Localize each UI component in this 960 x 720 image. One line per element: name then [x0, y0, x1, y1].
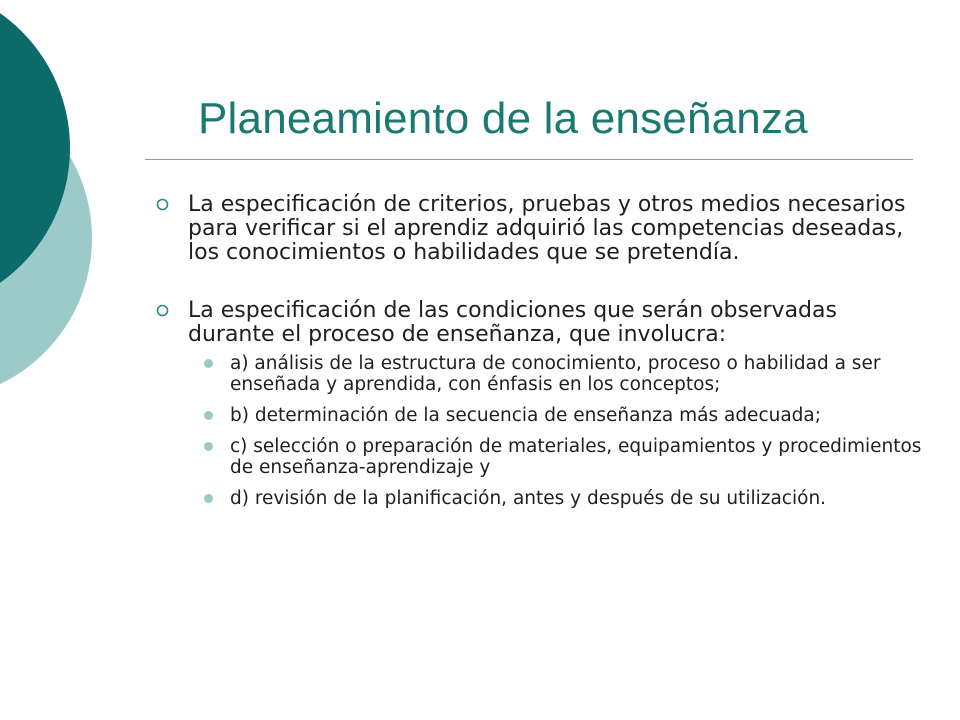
sub-bullet-a — [188, 353, 925, 395]
sub-bullet-a-text: a) análisis de la estructura de conocimiento, proceso o habilidad a ser enseñada y aprendida, con énfasis en los conceptos; — [230, 353, 881, 395]
sub-bullet-c — [188, 436, 925, 478]
circle-ring-bullet-icon — [156, 198, 169, 211]
bullet-point-1 — [150, 193, 925, 265]
dot-bullet-icon — [204, 411, 213, 420]
dot-bullet-icon — [204, 494, 213, 503]
slide-title: Planeamiento de la enseñanza — [198, 94, 808, 143]
sub-bullet-b — [188, 405, 925, 426]
bullet-point-1-text: La especificación de criterios, pruebas y otros medios necesarios para verificar si el aprendiz adquirió las competencias deseadas, los conocimientos o habilidades que se pretendía. — [188, 192, 906, 265]
dot-bullet-icon — [204, 442, 213, 451]
dot-bullet-icon — [204, 359, 213, 368]
sub-bullet-b-text: b) determinación de la secuencia de enseñanza más adecuada; — [230, 405, 821, 426]
circle-ring-bullet-icon — [156, 304, 169, 317]
decorative-circles — [0, 0, 140, 720]
slide-body — [150, 193, 925, 519]
sub-bullet-list — [188, 353, 925, 509]
sub-bullet-d-text: d) revisión de la planificación, antes y después de su utilización. — [230, 488, 827, 509]
bullet-point-2 — [150, 299, 925, 509]
sub-bullet-c-text: c) selección o preparación de materiales, equipamientos y procedimientos de enseñanza-aprendizaje y — [230, 436, 922, 478]
sub-bullet-d — [188, 488, 925, 509]
title-divider — [145, 159, 913, 160]
bullet-point-2-text: La especificación de las condiciones que serán observadas durante el proceso de enseñanza, que involucra: — [188, 298, 837, 347]
